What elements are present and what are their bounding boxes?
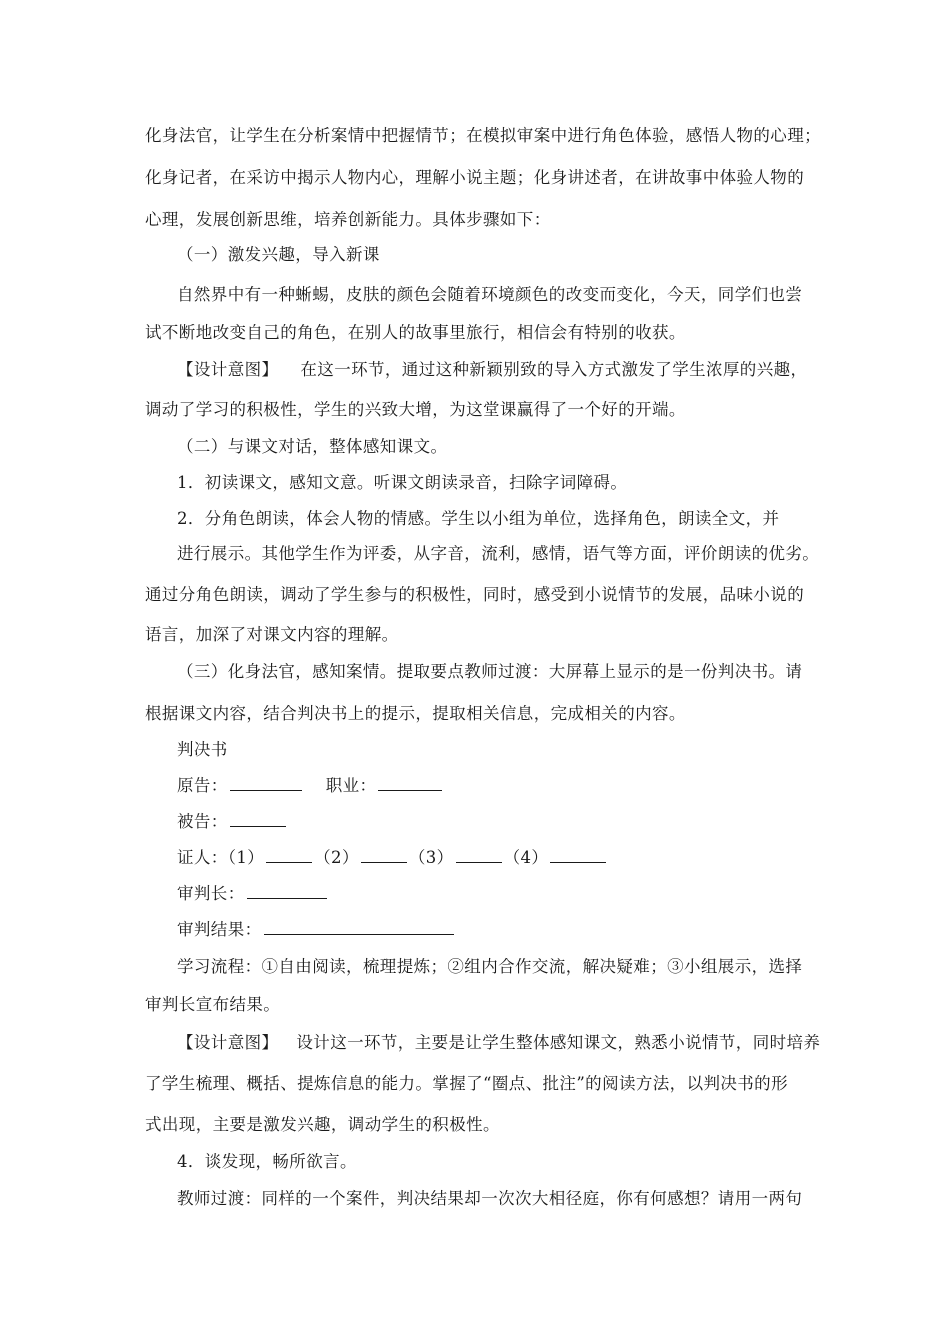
design-intent-paragraph: [0, 1033, 950, 1053]
paragraph-line: 试不断地改变自己的角色，在别人的故事里旅行，相信会有特别的收获。: [145, 323, 686, 342]
witness-1-blank: [266, 848, 312, 863]
paragraph-line: 化身法官，让学生在分析案情中把握情节；在模拟审案中进行角色体验，感悟人物的心理；: [145, 126, 821, 145]
result-blank: [264, 920, 454, 935]
section-heading: （三）化身法官，感知案情。提取要点教师过渡：大屏幕上显示的是一份判决书。请: [177, 662, 803, 681]
list-item: 4．谈发现，畅所欲言。: [177, 1152, 357, 1171]
paragraph-line: 式出现，主要是激发兴趣，调动学生的积极性。: [145, 1115, 500, 1134]
verdict-row-result: [0, 920, 950, 940]
design-intent-text: 设计这一环节，主要是让学生整体感知课文，熟悉小说情节，同时培养: [296, 1033, 821, 1052]
occupation-label: 职业：: [325, 776, 377, 795]
design-intent-tag: 【设计意图】: [177, 1033, 279, 1052]
judge-label: 审判长：: [177, 884, 245, 903]
witness-1-label: （1）: [227, 848, 265, 867]
witness-2-label: （2）: [314, 848, 359, 867]
result-label: 审判结果：: [177, 920, 262, 939]
defendant-blank: [230, 812, 286, 827]
design-intent-tag: 【设计意图】: [177, 360, 279, 379]
plaintiff-blank: [230, 776, 302, 791]
paragraph-line: 心理，发展创新思维，培养创新能力。具体步骤如下：: [145, 210, 551, 229]
defendant-label: 被告：: [177, 812, 228, 831]
section-heading: （一）激发兴趣，导入新课: [177, 245, 380, 264]
list-item: 1．初读课文，感知文意。听课文朗读录音，扫除字词障碍。: [177, 473, 628, 492]
paragraph-line: 进行展示。其他学生作为评委，从字音，流利，感情，语气等方面，评价朗读的优劣。: [177, 544, 820, 563]
paragraph-line: 自然界中有一种蜥蜴，皮肤的颜色会随着环境颜色的改变而变化，今天，同学们也尝: [177, 285, 803, 304]
paragraph-line: 学习流程：①自由阅读，梳理提炼；②组内合作交流，解决疑难；③小组展示，选择: [177, 957, 803, 976]
section-heading: （二）与课文对话，整体感知课文。: [177, 437, 448, 456]
paragraph-line: 语言，加深了对课文内容的理解。: [145, 625, 399, 644]
judge-blank: [247, 884, 327, 899]
witness-2-blank: [361, 848, 407, 863]
paragraph-line: 教师过渡：同样的一个案件，判决结果却一次次大相径庭，你有何感想？请用一两句: [177, 1189, 803, 1208]
paragraph-line: 调动了学习的积极性，学生的兴致大增，为这堂课赢得了一个好的开端。: [145, 400, 686, 419]
verdict-row-judge: [0, 884, 950, 904]
witness-4-label: （4）: [503, 848, 549, 867]
list-item: 2．分角色朗读，体会人物的情感。学生以小组为单位，选择角色，朗读全文，并: [177, 509, 780, 528]
paragraph-line: 通过分角色朗读，调动了学生参与的积极性，同时，感受到小说情节的发展，品味小说的: [145, 585, 805, 604]
witness-3-blank: [456, 848, 502, 863]
verdict-title: 判决书: [177, 740, 228, 759]
plaintiff-label: 原告：: [177, 776, 228, 795]
paragraph-line: 化身记者，在采访中揭示人物内心，理解小说主题；化身讲述者，在讲故事中体验人物的: [145, 168, 805, 187]
paragraph-line: 审判长宣布结果。: [145, 995, 281, 1014]
witness-label: 证人：: [177, 848, 228, 867]
design-intent-text: 在这一环节，通过这种新颖别致的导入方式激发了学生浓厚的兴趣，: [300, 360, 808, 379]
occupation-blank: [378, 776, 442, 791]
paragraph-line: 根据课文内容，结合判决书上的提示，提取相关信息，完成相关的内容。: [145, 704, 686, 723]
verdict-row-defendant: [0, 812, 950, 832]
witness-3-label: （3）: [408, 848, 454, 867]
witness-4-blank: [550, 848, 606, 863]
paragraph-line: 了学生梳理、概括、提炼信息的能力。掌握了“圈点、批注”的阅读方法，以判决书的形: [145, 1074, 788, 1093]
verdict-row-witness: [0, 848, 950, 868]
design-intent-paragraph: [0, 360, 950, 380]
verdict-row-plaintiff: [0, 776, 950, 796]
